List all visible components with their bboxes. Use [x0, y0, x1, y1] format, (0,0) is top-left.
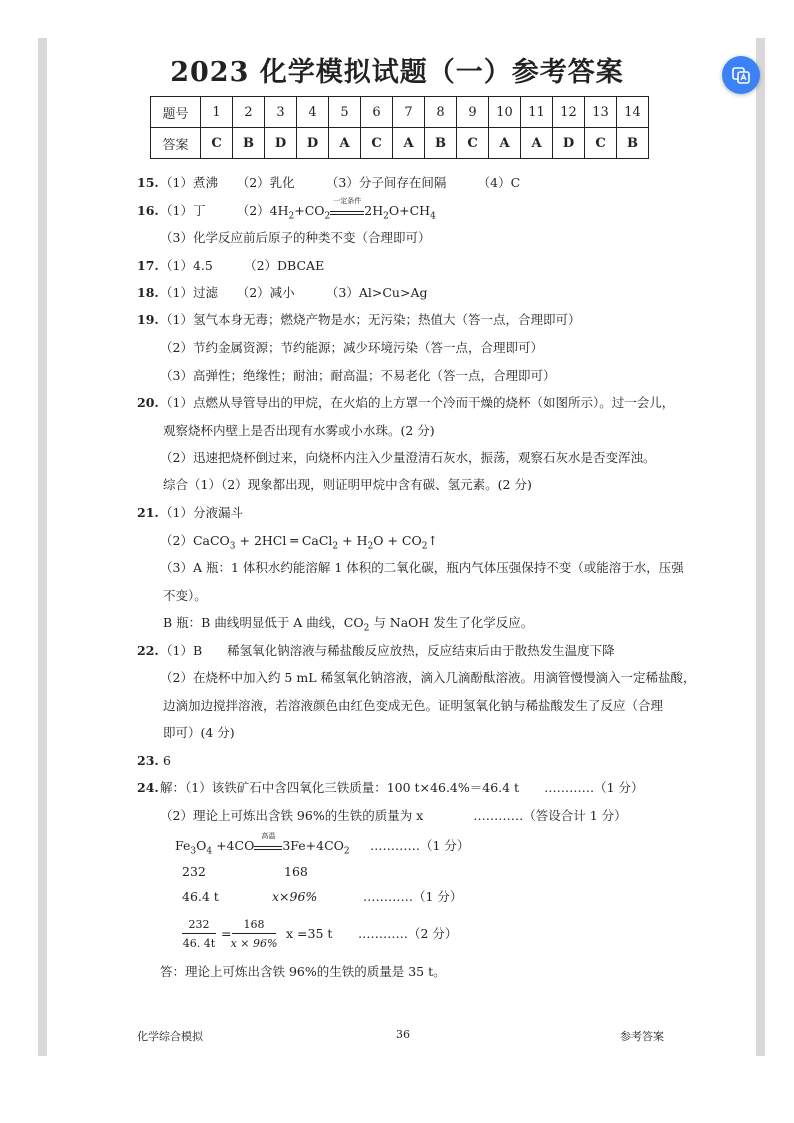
- answer-text: （2）迅速把烧杯倒过来，向烧杯内注入少量澄清石灰水，振荡，观察石灰水是否变浑浊。: [160, 450, 656, 465]
- answer-text: B 瓶：B 曲线明显低于 A 曲线，$CO_2$ 与 NaOH 发生了化学反应。: [163, 615, 534, 634]
- known-value: 46.4 t: [182, 889, 219, 904]
- table-cell: 12: [553, 97, 585, 128]
- answer-text: （3）化学反应前后原子的种类不变（合理即可）: [160, 230, 431, 245]
- row-label: 答案: [151, 128, 201, 159]
- page-number: 36: [396, 1028, 410, 1041]
- eq-part: Fe: [175, 838, 191, 853]
- question-number: 18.: [137, 285, 159, 300]
- table-cell: 13: [585, 97, 617, 128]
- answer-text: （1）氢气本身无毒；燃烧产物是水；无污染；热值大（答一点，合理即可）: [160, 312, 581, 327]
- table-cell: 1: [201, 97, 233, 128]
- eq-part: + H: [338, 533, 368, 548]
- eq-part: （1）丁 （2）4H: [160, 203, 289, 218]
- table-cell: 5: [329, 97, 361, 128]
- table-cell: A: [489, 128, 521, 159]
- answer-text: （3）高弹性；绝缘性；耐油；耐高温；不易老化（答一点，合理即可）: [160, 368, 556, 383]
- table-cell: B: [617, 128, 649, 159]
- table-cell: 10: [489, 97, 521, 128]
- molar-mass: 232: [182, 864, 206, 879]
- table-cell: C: [361, 128, 393, 159]
- table-cell: C: [201, 128, 233, 159]
- eq-part: 2H: [364, 203, 384, 218]
- final-answer: 答：理论上可炼出含铁 96%的生铁的质量是 35 t。: [160, 964, 446, 979]
- equals-sign: =: [221, 926, 232, 941]
- eq-part: O + CO: [373, 533, 422, 548]
- fraction-denominator: x × 96%: [230, 937, 278, 950]
- answer-text: 观察烧杯内壁上是否出现有水雾或小水珠。(2 分): [163, 423, 435, 438]
- scrollbar-right-edge: [756, 38, 765, 1056]
- eq-part: + 2HCl ═ CaCl: [235, 533, 333, 548]
- table-cell: B: [233, 128, 265, 159]
- eq-part: ↑: [427, 533, 438, 548]
- question-number: 20.: [137, 395, 159, 410]
- table-cell: D: [297, 128, 329, 159]
- answer-equation: （1）丁 $(2)4H_2+CO_2$ 一定条件 $2H_2O+CH_4$: [160, 196, 436, 222]
- answer-text: （1）过滤 （2）减小 （3）Al>Cu>Ag: [160, 285, 428, 300]
- page-title: 2023 化学模拟试题（一）参考答案: [170, 57, 624, 88]
- answer-equation: （2）CaCO$_3$ + 2HCl ═ CaCl$_2$ + $H_2O$ + $CO_2↑$: [160, 533, 438, 552]
- eq-part: +CO: [294, 203, 325, 218]
- answer-text: 即可）(4 分): [163, 725, 235, 740]
- answer-equation: $Fe_3O_4 +4CO$ 高温 $3Fe+4CO_2$: [175, 831, 350, 857]
- result-value: x =35 t: [286, 926, 333, 941]
- answer-text: （2）在烧杯中加入约 5 mL 稀氢氧化钠溶液，滴入几滴酚酞溶液。用滴管慢慢滴入一定稀盐酸，: [160, 670, 696, 685]
- question-number: 15.: [137, 175, 159, 190]
- answer-text: （3）A 瓶：1 体积水约能溶解 1 体积的二氧化碳，瓶内气体压强保持不变（或能溶于水，压强: [160, 560, 684, 575]
- table-cell: D: [265, 128, 297, 159]
- answer-text: （1）B 稀氢氧化钠溶液与稀盐酸反应放热，反应结束后由于散热发生温度下降: [160, 643, 615, 658]
- translate-icon: [731, 65, 751, 85]
- answer-text: （1）分液漏斗: [160, 505, 243, 520]
- question-number: 24.: [137, 780, 159, 795]
- question-number: 21.: [137, 505, 159, 520]
- eq-part: （2）CaCO: [160, 533, 230, 548]
- table-cell: 4: [297, 97, 329, 128]
- fraction-numerator: 168: [243, 918, 265, 931]
- eq-part: 3Fe+4CO: [282, 838, 344, 853]
- table-cell: A: [329, 128, 361, 159]
- footer-left: 化学综合模拟: [137, 1030, 203, 1043]
- question-number: 22.: [137, 643, 159, 658]
- answer-text: （1）4.5 （2）DBCAE: [160, 258, 325, 273]
- answer-text: 综合（1）（2）现象都出现，则证明甲烷中含有碳、氢元素。(2 分): [163, 477, 532, 492]
- table-cell: A: [393, 128, 425, 159]
- question-number: 19.: [137, 312, 159, 327]
- text-part: 与 NaOH 发生了化学反应。: [369, 615, 534, 630]
- answer-text: 6: [163, 753, 171, 768]
- table-cell: C: [457, 128, 489, 159]
- answer-text: 不变）。: [163, 588, 207, 603]
- table-cell: B: [425, 128, 457, 159]
- answer-text: 解：（1）该铁矿石中含四氧化三铁质量：100 t×46.4%＝46.4 t …………（1 分）: [160, 780, 644, 795]
- question-number: 23.: [137, 753, 159, 768]
- scrollbar-left-edge: [38, 38, 47, 1056]
- table-cell: 11: [521, 97, 553, 128]
- answer-text: （1）点燃从导管导出的甲烷，在火焰的上方罩一个冷而干燥的烧杯（如图所示）。过一会儿，: [160, 395, 675, 410]
- eq-part: O+CH: [388, 203, 431, 218]
- table-cell: 9: [457, 97, 489, 128]
- fraction-numerator: 232: [188, 918, 210, 931]
- answer-row: [151, 128, 649, 159]
- footer-right: 参考答案: [620, 1030, 664, 1043]
- table-cell: 3: [265, 97, 297, 128]
- table-cell: 2: [233, 97, 265, 128]
- fraction-bar: [232, 933, 276, 934]
- table-cell: 6: [361, 97, 393, 128]
- floating-translate-button[interactable]: [722, 56, 760, 94]
- unknown-value: x×96%: [272, 889, 318, 904]
- eq-part: O: [196, 838, 207, 853]
- row-label: 题号: [151, 97, 201, 128]
- score-note: …………（1 分）: [363, 889, 463, 904]
- question-number: 16.: [137, 203, 159, 218]
- reaction-condition: 高温: [261, 831, 276, 840]
- answer-text: 边滴加边搅拌溶液，若溶液颜色由红色变成无色。证明氢氧化钠与稀盐酸发生了反应（合理: [163, 698, 664, 713]
- table-cell: A: [521, 128, 553, 159]
- question-number: 17.: [137, 258, 159, 273]
- score-note: …………（2 分）: [358, 926, 458, 941]
- table-cell: C: [585, 128, 617, 159]
- table-cell: 14: [617, 97, 649, 128]
- table-cell: 8: [425, 97, 457, 128]
- reaction-condition: 一定条件: [333, 196, 362, 205]
- table-cell: D: [553, 128, 585, 159]
- molar-mass: 168: [284, 864, 308, 879]
- answer-text: （2）节约金属资源；节约能源；减少环境污染（答一点，合理即可）: [160, 340, 543, 355]
- score-note: …………（1 分）: [370, 838, 470, 853]
- answer-table: [150, 96, 649, 159]
- eq-part: +4CO: [212, 838, 255, 853]
- table-cell: 7: [393, 97, 425, 128]
- question-number-row: [151, 97, 649, 128]
- fraction-denominator: 46. 4t: [182, 937, 216, 950]
- answer-text: （1）煮沸 （2）乳化 （3）分子间存在间隔 （4）C: [160, 175, 521, 190]
- text-part: B 瓶：B 曲线明显低于 A 曲线，CO: [163, 615, 364, 630]
- fraction-bar: [182, 933, 216, 934]
- answer-text: （2）理论上可炼出含铁 96%的生铁的质量为 x …………（答设合计 1 分）: [160, 808, 627, 823]
